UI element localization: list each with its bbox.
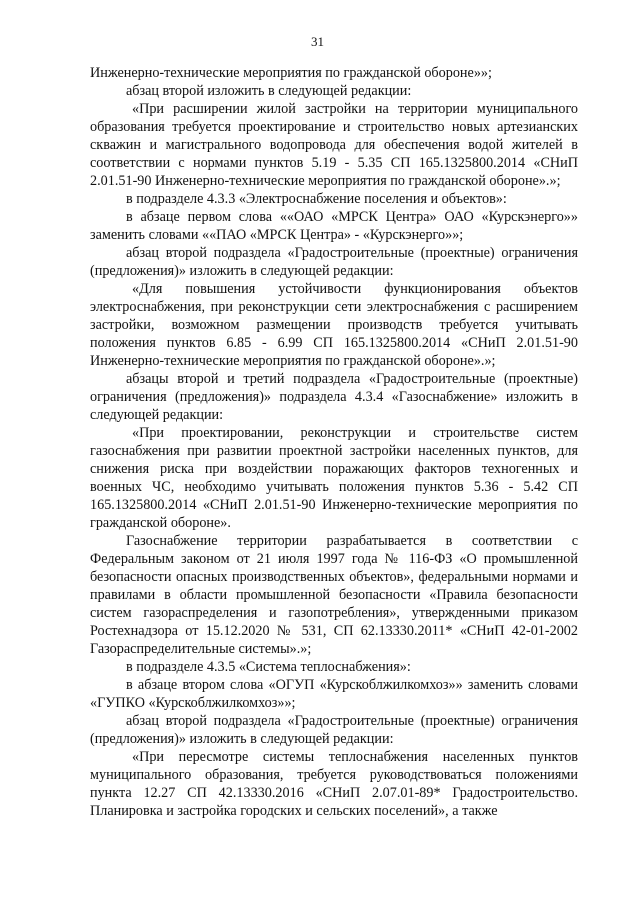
paragraph: в абзаце втором слова «ОГУП «Курскоблжилкомхоз»» заменить словами «ГУПКО «Курскоблжилкомхоз»»; — [90, 677, 578, 711]
quoted-paragraph: «При пересмотре системы теплоснабжения населенных пунктов муниципального образования, требуется руководствоваться положениями пункта 12.27 СП 42.13330.2016 «СНиП 2.07.01-89* Градостроительство. Планировка и застройка городских и сельских поселений», а также — [90, 749, 578, 819]
document-body — [90, 64, 578, 820]
quoted-paragraph: «При расширении жилой застройки на территории муниципального образования требуется проектирование и строительство новых артезианских скважин и магистрального водопровода для обеспечения водой жителей в соответствии с нормами пунктов 5.19 - 5.35 СП 165.1325800.2014 «СНиП 2.01.51-90 Инженерно-технические мероприятия по гражданской обороне».»; — [90, 101, 578, 189]
quoted-paragraph: «При проектировании, реконструкции и строительстве систем газоснабжения при развитии проектной застройки населенных пунктов, для снижения риска при воздействии поражающих факторов техногенных и военных ЧС, необходимо учитывать положения пунктов 5.36 - 5.42 СП 165.1325800.2014 «СНиП 2.01.51-90 Инженерно-технические мероприятия по гражданской обороне». — [90, 425, 578, 531]
paragraph: абзац второй подраздела «Градостроительные (проектные) ограничения (предложения)» изложить в следующей редакции: — [90, 245, 578, 279]
paragraph: в подразделе 4.3.5 «Система теплоснабжения»: — [126, 659, 411, 675]
page-number: 31 — [311, 34, 324, 49]
quoted-paragraph: «Для повышения устойчивости функционирования объектов электроснабжения, при реконструкции сети электроснабжения с расширением застройки, возможном размещении производств требуется учитывать положения пунктов 6.85 - 6.99 СП 165.1325800.2014 «СНиП 2.01.51-90 Инженерно-технические мероприятия по гражданской обороне».»; — [90, 281, 578, 369]
paragraph: в абзаце первом слова ««ОАО «МРСК Центра» ОАО «Курскэнерго»» заменить словами ««ПАО «МРСК Центра» - «Курскэнерго»»; — [90, 209, 578, 243]
paragraph: абзац второй подраздела «Градостроительные (проектные) ограничения (предложения)» изложить в следующей редакции: — [90, 713, 578, 747]
paragraph: абзацы второй и третий подраздела «Градостроительные (проектные) ограничения (предложения)» подраздела 4.3.4 «Газоснабжение» изложить в следующей редакции: — [90, 371, 578, 423]
paragraph: абзац второй изложить в следующей редакции: — [126, 83, 412, 99]
paragraph: Инженерно-технические мероприятия по гражданской обороне»»; — [90, 65, 492, 81]
paragraph: Газоснабжение территории разрабатывается в соответствии с Федеральным законом от 21 июля 1997 года № 116-ФЗ «О промышленной безопасности опасных производственных объектов», федеральными нормами и правилами в области промышленной безопасности «Правила безопасности систем газораспределения и газопотребления», утвержденными приказом Ростехнадзора от 15.12.2020 № 531, СП 62.13330.2011* «СНиП 42-01-2002 Газораспределительные системы».»; — [90, 533, 578, 657]
paragraph: в подразделе 4.3.3 «Электроснабжение поселения и объектов»: — [126, 191, 507, 207]
